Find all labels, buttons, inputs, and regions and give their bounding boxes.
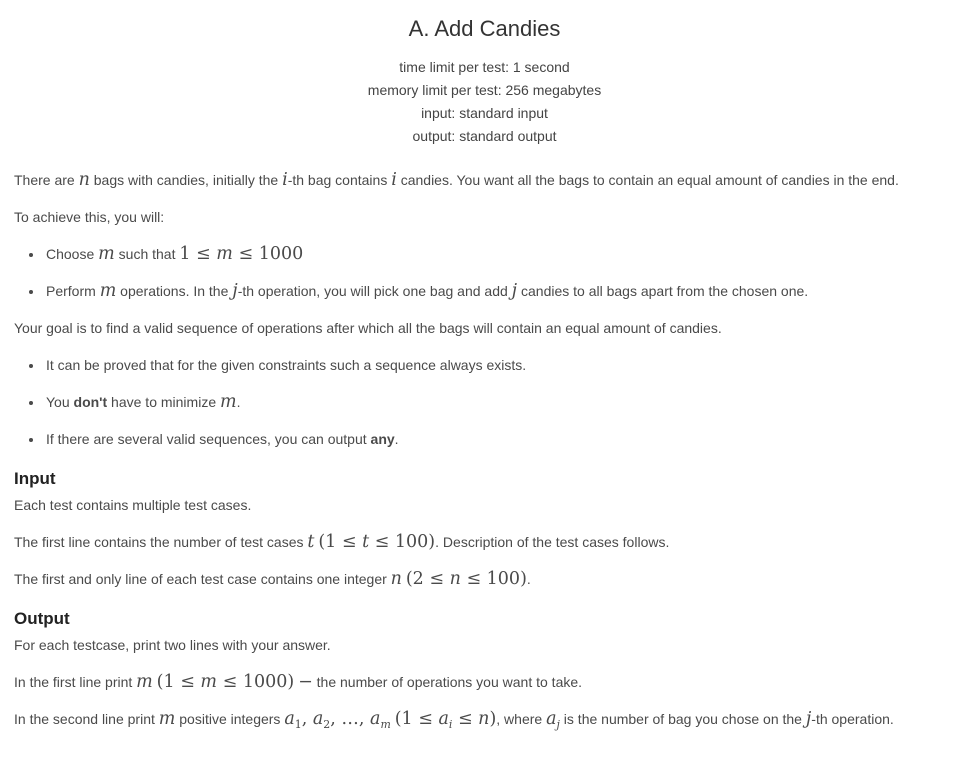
text-fragment: . [394,431,399,447]
input-paragraph [14,532,955,553]
bullet-item [44,392,955,413]
text-fragment: The first and only line of each test case contains one integer [14,571,391,587]
math-fragment: ) [489,709,497,729]
text-fragment: , where [496,711,547,727]
math-fragment: n [78,170,90,190]
bullet-item [44,244,955,265]
text-fragment: . Description of the test cases follows. [435,534,670,550]
math-fragment: m [98,244,115,264]
math-fragment: ≤ 100) [460,569,527,589]
text-fragment: Choose [46,246,99,262]
text-fragment: The first line contains the number of test cases [14,534,308,550]
math-fragment: n [449,569,461,589]
statement-paragraph [14,170,955,191]
bullet-item [44,355,955,376]
bullet-list [14,355,955,450]
math-fragment: , …, [330,709,371,729]
output-paragraph [14,672,955,693]
text-fragment: the number of operations you want to take. [312,674,583,690]
math-fragment: i [448,717,453,731]
output-spec: output: standard output [412,128,557,144]
text-fragment: Each test contains multiple test cases. [14,497,252,513]
math-fragment: a [438,709,449,729]
math-fragment: t [362,532,370,552]
time-limit: time limit per test: 1 second [399,59,570,75]
text-fragment: It can be proved that for the given constraints such a sequence always exists. [46,357,527,373]
math-fragment: (1 ≤ [318,532,363,552]
input-paragraph [14,495,955,516]
math-fragment: j [556,717,560,731]
text-fragment: -th operation, you will pick one bag and add [237,283,512,299]
math-fragment: 2 [323,717,331,731]
text-fragment: There are [14,172,79,188]
math-fragment: ≤ 1000 [232,244,304,264]
math-fragment: ≤ 1000) [217,672,295,692]
problem-header [14,14,955,148]
memory-limit: memory limit per test: 256 megabytes [367,82,602,98]
bullet-item [44,429,955,450]
statement-paragraph [14,318,955,339]
text-fragment: To achieve this, you will: [14,209,165,225]
input-spec: input: standard input [421,105,548,121]
output-paragraph [14,635,955,656]
input-paragraph [14,569,955,590]
math-fragment: i [282,170,288,190]
math-fragment: j [232,281,238,301]
text-fragment: If there are several valid sequences, you can output [46,431,371,447]
text-fragment: Your goal is to find a valid sequence of operations after which all the bags will contain an equal amount of candies. [14,320,722,336]
math-fragment: m [99,281,117,301]
text-fragment: In the second line print [14,711,159,727]
math-fragment: 1 [294,717,302,731]
math-fragment: i [391,170,397,190]
text-fragment: For each testcase, print two lines with your answer. [14,637,331,653]
text-fragment: positive integers [175,711,285,727]
math-fragment: , [301,709,313,729]
text-fragment: such that [114,246,180,262]
page-title: A. Add Candies [408,16,561,41]
text-fragment: is the number of bag you chose on the [559,711,806,727]
math-fragment: t [307,532,315,552]
math-fragment: − [298,672,313,692]
text-fragment: -th bag contains [287,172,392,188]
text-fragment: -th operation. [811,711,894,727]
math-fragment: ≤ 100) [369,532,436,552]
text-fragment: In the first line print [14,674,137,690]
text-fragment: bags with candies, initially the [89,172,283,188]
problem-statement [14,170,955,730]
math-fragment: a [312,709,324,729]
math-fragment: (1 ≤ [156,672,201,692]
math-fragment: j [805,709,812,729]
math-fragment: a [546,709,557,729]
math-fragment: (2 ≤ [405,569,450,589]
math-fragment: m [380,717,391,731]
math-fragment: ≤ [452,709,479,729]
problem-limits [14,56,955,148]
math-fragment: m [200,672,218,692]
text-fragment: candies to all bags apart from the chosen one. [517,283,809,299]
math-fragment: m [216,244,233,264]
math-fragment: n [478,709,490,729]
math-fragment: 1 ≤ [179,244,217,264]
math-fragment: m [158,709,176,729]
text-fragment: have to minimize [107,394,220,410]
bullet-item [44,281,955,302]
output-paragraph [14,709,955,730]
math-fragment: n [390,569,402,589]
math-fragment: a [370,709,381,729]
math-fragment: m [220,392,237,412]
text-fragment: Perform [46,283,100,299]
text-fragment: any [370,431,395,447]
input-heading: Input [14,469,56,488]
text-fragment: don't [73,394,108,410]
text-fragment: . [236,394,241,410]
text-fragment: operations. In the [116,283,233,299]
math-fragment: a [284,709,295,729]
statement-paragraph [14,207,955,228]
bullet-list [14,244,955,302]
math-fragment: j [511,281,518,301]
output-heading: Output [14,609,70,628]
text-fragment: You [46,394,74,410]
text-fragment: . [526,571,531,587]
math-fragment: m [136,672,153,692]
math-fragment: (1 ≤ [394,709,439,729]
text-fragment: candies. You want all the bags to contain an equal amount of candies in the end. [396,172,899,188]
